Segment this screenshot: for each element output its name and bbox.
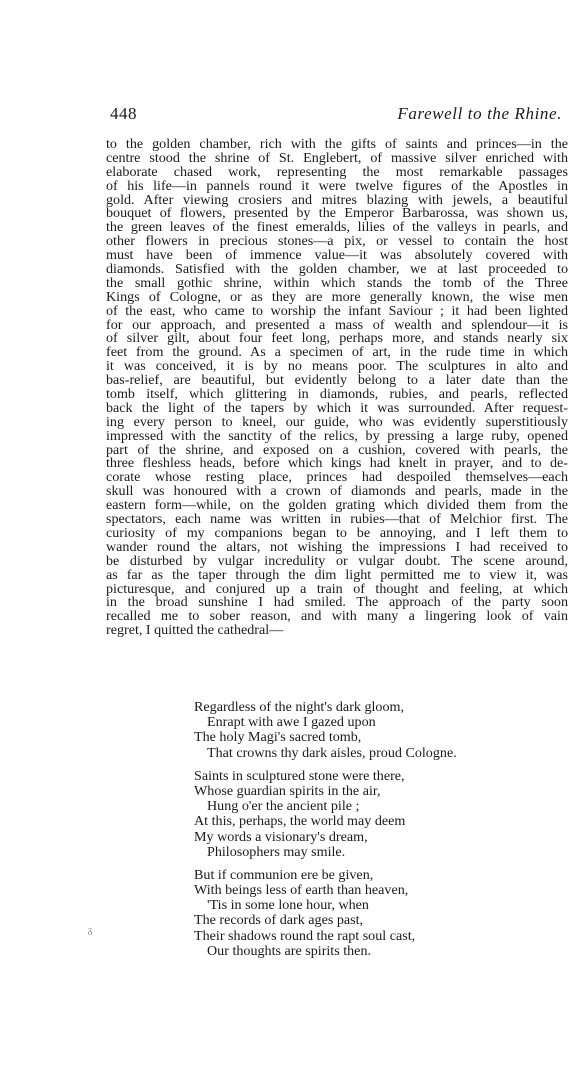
- poem-stanza: [194, 769, 564, 860]
- text-line: the small gothic shrine, within which stands the tomb of the Three: [106, 274, 568, 291]
- poem-line: Philosophers may smile.: [207, 843, 346, 860]
- text-line: skull was honoured with a crown of diamonds and pearls, made in the: [106, 483, 568, 500]
- text-line: part of the shrine, and exposed on a cushion, covered with pearls, the: [106, 441, 568, 458]
- poem-line: 'Tis in some lone hour, when: [207, 897, 369, 914]
- text-line: it was conceived, it is by no means poor. The sculptures in alto and: [106, 358, 568, 375]
- text-line: ing every person to kneel, our guide, who was evidently superstitiously: [106, 413, 568, 430]
- poem-line: Enrapt with awe I gazed upon: [207, 714, 376, 731]
- text-line: corate whose resting place, princes had despoiled themselves—each: [106, 469, 568, 486]
- text-line: Kings of Cologne, or as they are more generally known, the wise men: [106, 288, 568, 305]
- poem-line: With beings less of earth than heaven,: [194, 882, 409, 899]
- text-line: bouquet of flowers, presented by the Emperor Barbarossa, was shown us,: [106, 205, 568, 222]
- text-line: regret, I quitted the cathedral—: [106, 622, 284, 639]
- text-line: be disturbed by vulgar incredulity or vulgar doubt. The scene around,: [106, 552, 568, 569]
- text-line: impressed with the sanctity of the relics, by pressing a large ruby, opened: [106, 427, 568, 444]
- text-line: as far as the taper through the dim light permitted me to view it, was: [106, 566, 568, 583]
- text-line: in the broad sunshine I had smiled. The approach of the party soon: [106, 594, 568, 611]
- prose-paragraph: [106, 138, 568, 638]
- text-line: other flowers in precious stones—a pix, or vessel to contain the host: [106, 233, 568, 250]
- text-line: of the east, who came to worship the infant Saviour ; it had been lighted: [106, 302, 568, 319]
- text-line: back the light of the tapers by which it was surrounded. After request-: [106, 399, 568, 416]
- poem-line: My words a visionary's dream,: [194, 828, 368, 845]
- text-line: of his life—in pannels round it were twelve figures of the Apostles in: [106, 177, 568, 194]
- poem-line: Saints in sculptured stone were there,: [194, 767, 405, 784]
- text-line: of silver gilt, about four feet long, perhaps more, and stands nearly six: [106, 330, 568, 347]
- text-line: the green leaves of the finest emeralds, lilies of the valleys in pearls, and: [106, 219, 568, 236]
- text-line: eastern form—while, on the golden grating which divided them from the: [106, 497, 568, 514]
- text-line: bas-relief, are beautiful, but evidently belong to a later date than the: [106, 372, 568, 389]
- poem-line: Hung o'er the ancient pile ;: [207, 798, 360, 815]
- text-line: elaborate chased work, representing the most remarkable passages: [106, 163, 568, 180]
- text-line: picturesque, and conjured up a train of thought and feeling, at which: [106, 580, 568, 597]
- margin-mark: ᵹ: [88, 925, 93, 935]
- text-line: for our approach, and presented a mass of wealth and splendour—it is: [106, 316, 568, 333]
- poem-line: Regardless of the night's dark gloom,: [194, 699, 404, 715]
- text-line: curiosity of my companions began to be annoying, and I left them to: [106, 524, 568, 541]
- poem-line: But if communion ere be given,: [194, 866, 374, 883]
- poem-line: Their shadows round the rapt soul cast,: [194, 927, 416, 944]
- page-number: 448: [110, 104, 137, 123]
- text-line: recalled me to sober reason, and with many a lingering look of vain: [106, 608, 568, 625]
- poem-line: Our thoughts are spirits then.: [207, 942, 372, 959]
- poem-line: The holy Magi's sacred tomb,: [194, 729, 362, 746]
- poem-line: That crowns thy dark aisles, proud Cologne.: [207, 744, 457, 761]
- text-line: centre stood the shrine of St. Englebert, of massive silver enriched with: [106, 149, 568, 166]
- text-line: three fleshless heads, before which kings had knelt in prayer, and to de-: [106, 455, 568, 472]
- page-header: [110, 104, 562, 128]
- running-title: Farewell to the Rhine.: [397, 104, 562, 123]
- poem-line: At this, perhaps, the world may deem: [194, 813, 406, 830]
- text-line: spectators, each name was written in rubies—that of Melchior first. The: [106, 511, 568, 528]
- poem-stanza: [194, 700, 564, 761]
- poem-line: Whose guardian spirits in the air,: [194, 782, 381, 799]
- text-line: feet from the ground. As a specimen of art, in the rude time in which: [106, 344, 568, 361]
- text-line: tomb itself, which glittering in diamonds, rubies, and pearls, reflected: [106, 386, 568, 403]
- poem-stanza: [194, 868, 564, 959]
- poem: [194, 700, 564, 967]
- text-line: must have been of immence value—it was absolutely covered with: [106, 247, 568, 264]
- poem-line: The records of dark ages past,: [194, 912, 364, 929]
- text-line: to the golden chamber, rich with the gifts of saints and princes—in the: [106, 136, 568, 152]
- text-line: gold. After viewing crosiers and mitres blazing with jewels, a beautiful: [106, 191, 568, 208]
- text-line: diamonds. Satisfied with the golden chamber, we at last proceeded to: [106, 261, 568, 278]
- text-line: wander round the altars, not wishing the impressions I had received to: [106, 538, 568, 555]
